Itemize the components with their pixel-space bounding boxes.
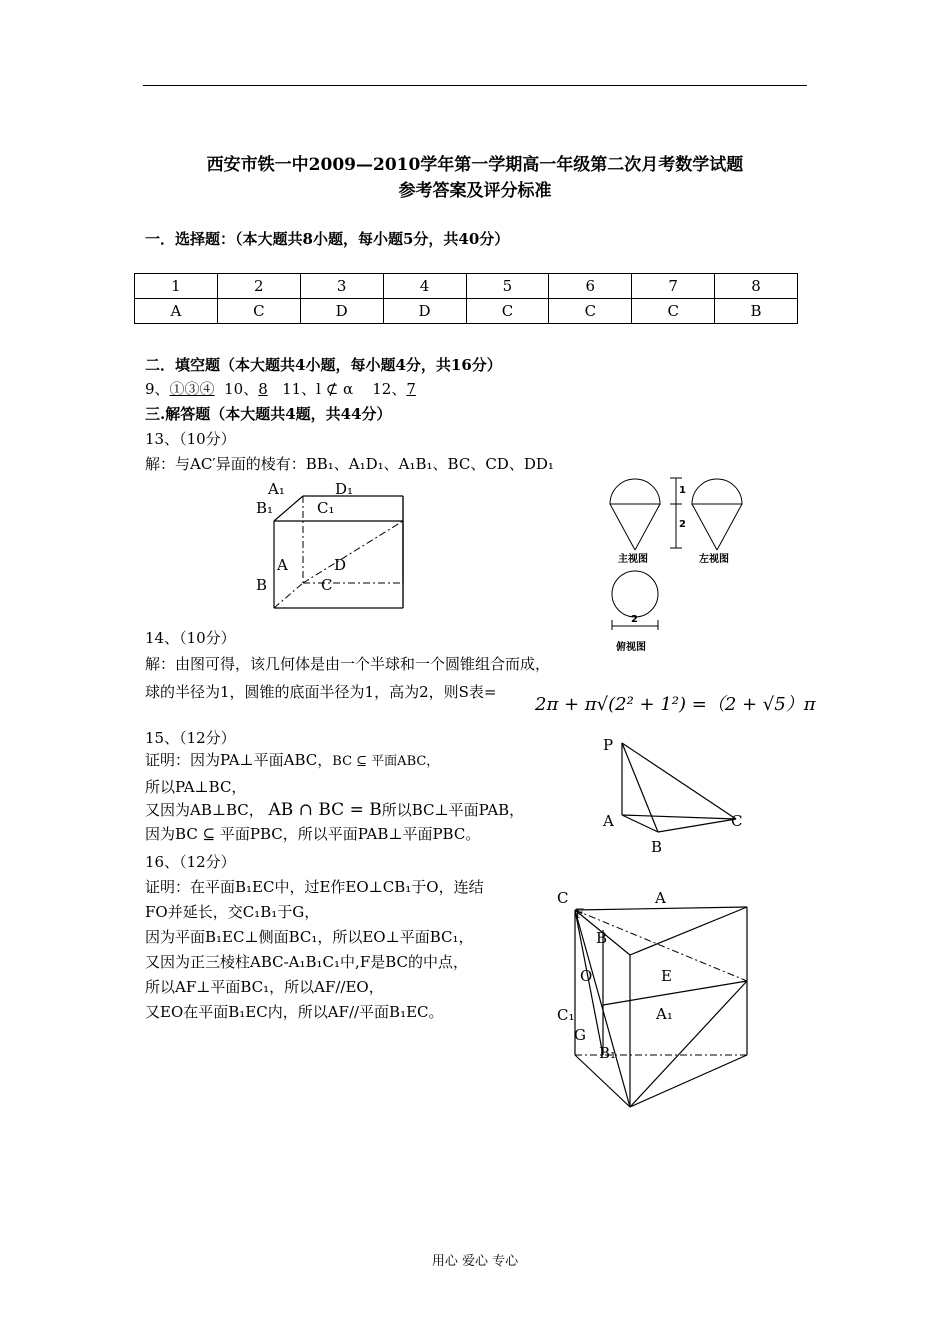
- dim-label-2: 2: [679, 519, 686, 530]
- fill-answers: [145, 378, 416, 399]
- pyramid-label-p: P: [603, 736, 614, 754]
- prism-label-b1: B₁: [599, 1044, 617, 1062]
- side-view-caption: 左视图: [699, 554, 729, 565]
- page-footer: 用心 爱心 专心: [431, 1254, 519, 1269]
- pyramid-label-a: A: [603, 812, 614, 830]
- prism-label-c1: C₁: [557, 1006, 575, 1024]
- cube-label-b1: B₁: [256, 499, 274, 517]
- q10-answer: 8: [258, 380, 268, 398]
- section1-heading: 一．选择题：（本大题共8小题，每小题5分，共40分）: [145, 230, 510, 248]
- q15-line1a: 证明：因为PA⊥平面ABC，: [145, 751, 333, 769]
- answer-table: [134, 273, 798, 324]
- cube-label-a: A: [277, 556, 288, 574]
- q11-label: 11、: [282, 380, 317, 398]
- q16-label: 16、（12分）: [145, 853, 236, 871]
- q12-label: 12、: [372, 380, 407, 398]
- table-row: [135, 299, 798, 324]
- pyramid-label-c: C: [731, 812, 743, 830]
- front-view-caption: 主视图: [618, 554, 648, 565]
- q14-label: 14、（10分）: [145, 629, 236, 647]
- prism-label-a1: A₁: [656, 1005, 673, 1023]
- table-row: [135, 274, 798, 299]
- header-rule: [143, 85, 807, 86]
- table-cell: C: [632, 299, 715, 324]
- table-cell: C: [549, 299, 632, 324]
- table-cell: 1: [135, 274, 218, 299]
- table-cell: 2: [217, 274, 300, 299]
- q9-answer: ①③④: [169, 380, 215, 398]
- table-cell: D: [383, 299, 466, 324]
- q15-line4b: BC ⊆ 平面PBC: [175, 825, 283, 843]
- q15-line3a: 又因为AB⊥BC，: [145, 801, 264, 819]
- prism-label-c: C: [557, 889, 569, 907]
- section2-heading: 二．填空题（本大题共4小题，每小题4分，共16分）: [145, 356, 502, 374]
- q12-answer: 7: [406, 380, 416, 398]
- table-cell: D: [300, 299, 383, 324]
- q16-line2: FO并延长，交C₁B₁于G，: [145, 903, 320, 921]
- q14-line2: 球的半径为1，圆锥的底面半径为1，高为2，则S表=: [145, 683, 497, 701]
- q15-line1b: BC ⊆ 平面ABC，: [332, 754, 440, 769]
- table-cell: A: [135, 299, 218, 324]
- pyramid-figure: [600, 735, 760, 855]
- table-cell: C: [217, 299, 300, 324]
- section3-heading: 三.解答题（本大题共4题，共44分）: [145, 405, 392, 423]
- page-title: 西安市铁一中2009—2010学年第一学期高一年级第二次月考数学试题: [206, 155, 744, 175]
- q15-line3: [145, 799, 524, 820]
- dim-label-3: 2: [631, 614, 638, 625]
- cube-label-b: B: [256, 576, 268, 594]
- table-cell: 6: [549, 274, 632, 299]
- prism-label-a: A: [655, 889, 666, 907]
- q15-label: 15、（12分）: [145, 729, 236, 747]
- table-cell: 4: [383, 274, 466, 299]
- q15-line1: [145, 749, 439, 770]
- q13-label: 13、（10分）: [145, 430, 236, 448]
- q16-line5: 所以AF⊥平面BC₁，所以AF//EO，: [145, 978, 384, 996]
- prism-label-b: B: [596, 929, 608, 947]
- table-cell: B: [715, 299, 798, 324]
- cube-label-d1: D₁: [335, 480, 354, 498]
- cube-label-d: D: [334, 556, 347, 574]
- prism-label-e: E: [661, 967, 672, 985]
- q15-line4a: 因为: [145, 825, 176, 843]
- q16-line3: 因为平面B₁EC⊥侧面BC₁，所以EO⊥平面BC₁，: [145, 928, 474, 946]
- table-cell: 3: [300, 274, 383, 299]
- dim-label-1: 1: [679, 485, 686, 496]
- table-cell: C: [466, 299, 549, 324]
- prism-label-g: G: [574, 1026, 586, 1044]
- pyramid-label-b: B: [651, 838, 663, 856]
- q15-line2: 所以PA⊥BC，: [145, 778, 247, 796]
- q15-line3b: AB ∩ BC = B: [268, 800, 382, 820]
- q9-label: 9、: [145, 380, 170, 398]
- q14-formula: 2π + π√(2² + 1²) =（2 + √5）π: [535, 694, 816, 715]
- q11-answer: l ⊄ α: [316, 380, 354, 398]
- three-views-figure: [600, 470, 760, 660]
- q14-line1: 解：由图可得，该几何体是由一个半球和一个圆锥组合而成，: [145, 655, 551, 673]
- top-view-caption: 俯视图: [616, 642, 646, 653]
- prism-label-f: F: [575, 907, 585, 922]
- q13-text: 解：与AC′异面的棱有：BB₁、A₁D₁、A₁B₁、BC、CD、DD₁: [145, 455, 554, 473]
- page-subtitle: 参考答案及评分标准: [398, 181, 552, 201]
- prism-label-o: O: [580, 967, 593, 985]
- q16-line6: 又EO在平面B₁EC内，所以AF//平面B₁EC。: [145, 1003, 444, 1021]
- table-cell: 8: [715, 274, 798, 299]
- table-cell: 7: [632, 274, 715, 299]
- cube-label-c1: C₁: [317, 499, 335, 517]
- cube-label-c: C: [321, 576, 333, 594]
- cube-label-a1: A₁: [268, 480, 285, 498]
- table-cell: 5: [466, 274, 549, 299]
- q15-line4c: ，所以平面PAB⊥平面PBC。: [282, 825, 481, 843]
- q10-label: 10、: [224, 380, 259, 398]
- q16-line4: 又因为正三棱柱ABC-A₁B₁C₁中,F是BC的中点，: [145, 953, 469, 971]
- q15-line3c: 所以BC⊥平面PAB，: [381, 801, 525, 819]
- q15-line4: [145, 823, 480, 844]
- q16-line1: 证明：在平面B₁EC中，过E作EO⊥CB₁于O，连结: [145, 878, 484, 896]
